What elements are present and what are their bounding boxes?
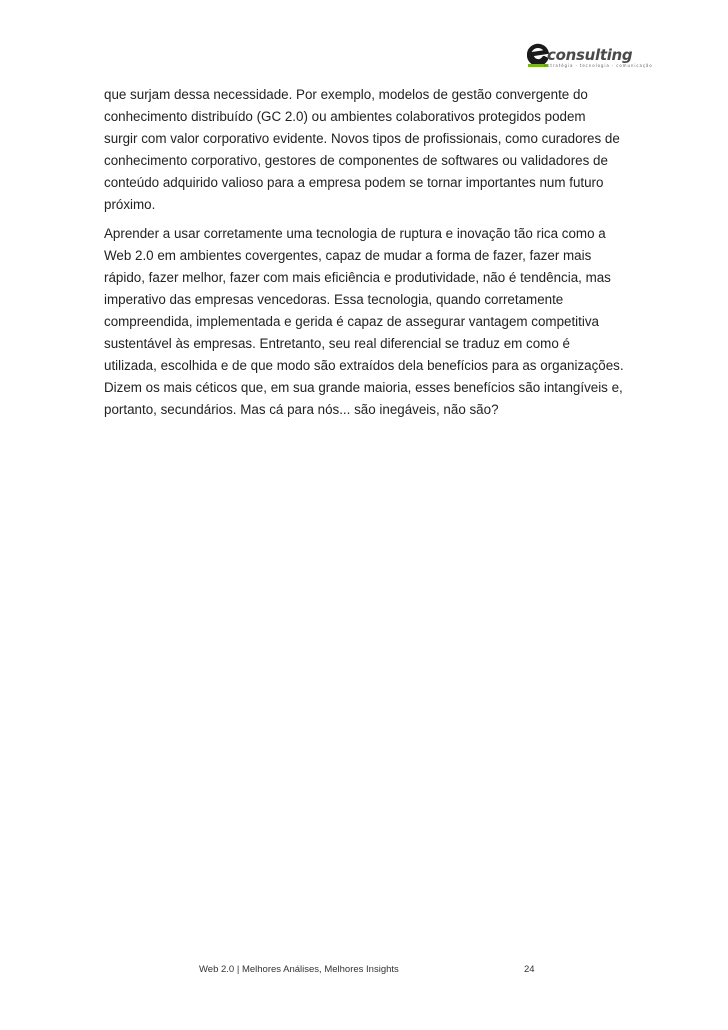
paragraph: Aprender a usar corretamente uma tecnologia de ruptura e inovação tão rica como a Web 2.0 em ambientes covergentes, capaz de mudar a forma de fazer, fazer mais rápido, fazer melhor, fazer com mais eficiência e produtividade, não é tendência, mas imperativo das empresas vencedoras. Essa tecnologia, quando corretamente compreendida, implementada e gerida é capaz de assegurar vantagem competitiva sustentável às empresas. Entretanto, seu real diferencial se traduz em como é utilizada, escolhida e de que modo são extraídos dela benefícios para as organizações. Dizem os mais céticos que, em sua grande maioria, esses benefícios são intangíveis e, portanto, secundários. Mas cá para nós... são inegáveis, não são?: [104, 226, 624, 417]
company-logo: [527, 46, 653, 75]
page-number: 24: [524, 964, 535, 975]
body-text: [104, 84, 634, 428]
page-footer: [199, 964, 539, 975]
paragraph: que surjam dessa necessidade. Por exemplo, modelos de gestão convergente do conhecimento distribuído (GC 2.0) ou ambientes colaborativos protegidos podem surgir com valor corporativo evidente. Novos tipos de profissionais, como curadores de conhecimento corporativo, gestores de componentes de softwares ou validadores de conteúdo adquirido valioso para a empresa podem se tornar importantes num futuro próximo.: [104, 87, 620, 212]
footer-title: Web 2.0 | Melhores Análises, Melhores Insights: [199, 964, 399, 975]
logo-wordmark: consulting: [547, 46, 633, 64]
logo-tagline: estratégia · tecnologia · comunicação: [544, 63, 653, 68]
